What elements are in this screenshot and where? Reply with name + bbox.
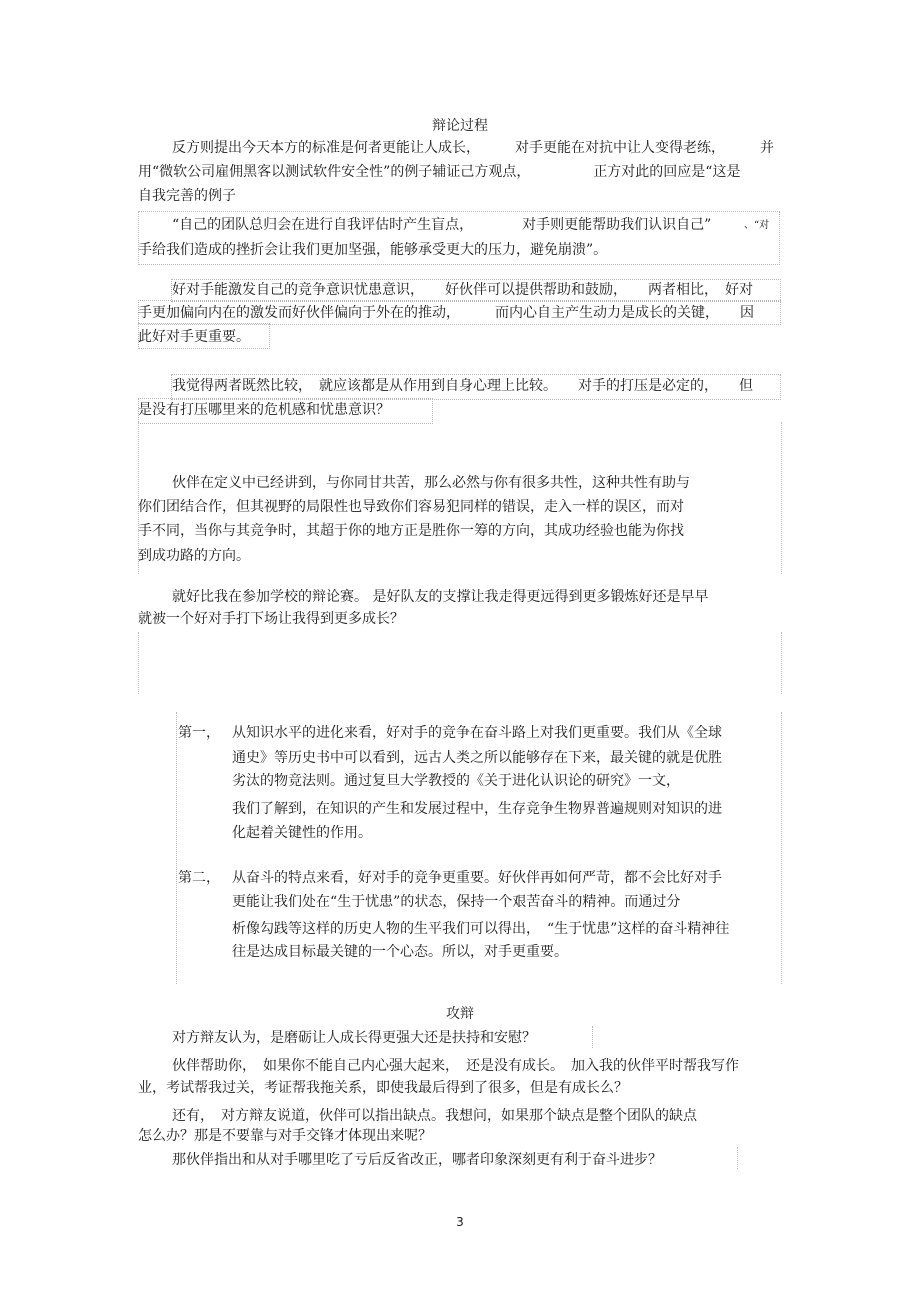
para1-line2: 用“微软公司雇佣黑客以测试软件安全性”的例子辅证己方观点， 正方对此的回应是“这是 (138, 164, 741, 180)
attack-para2-line2: 业，考试帮我过关，考证帮我拖关系，即使我最后得到了很多，但是有成长么？ (138, 1080, 628, 1096)
section-title-attack: 攻辩 (446, 1006, 474, 1022)
point1-line4: 我们了解到，在知识的产生和发展过程中，生存竞争生物界普遍规则对知识的进 (232, 801, 722, 817)
frame-points-left (176, 712, 177, 984)
point2-line1: 从奋斗的特点来看，好对手的竞争更重要。好伙伴再如何严苛，都不会比好对手 (232, 870, 722, 886)
attack-para4-line1: 那伙伴指出和从对手哪里吃了亏后反省改正，哪者印象深刻更有利于奋斗进步？ (172, 1152, 662, 1168)
point2-line3: 析像勾践等这样的历史人物的生平我们可以得出， “生于忧患”这样的奋斗精神往 (232, 921, 730, 937)
para5-line4: 到成功路的方向。 (138, 548, 250, 564)
frame-gap-left (138, 632, 139, 694)
para1-line3: 自我完善的例子 (138, 188, 236, 204)
point1-line2: 通史》等历史书中可以看到，远古人类之所以能够存在下来，最关键的就是优胜 (232, 750, 722, 766)
frame-points-right (781, 712, 782, 984)
para6-line2: 就被一个好对手打下场让我得到更多成长？ (138, 611, 404, 627)
point1-line1: 从知识水平的进化来看，好对手的竞争在奋斗路上对我们更重要。我们从《全球 (232, 725, 722, 741)
point1-line5: 化起着关键性的作用。 (232, 825, 372, 841)
para4-line1: 我觉得两者既然比较， 就应该都是从作用到自身心理上比较。 对手的打压是必定的， 但 (172, 378, 753, 394)
point2-line4: 往是达成目标最关键的一个心态。所以，对手更重要。 (232, 944, 568, 960)
para5-line1: 伙伴在定义中已经讲到，与你同甘共苦，那么必然与你有很多共性，这种共性有助与 (172, 475, 690, 491)
para5-line2: 你们团结合作，但其视野的局限性也导致你们容易犯同样的错误，走入一样的误区，而对 (138, 499, 684, 515)
frame-gap-right (781, 632, 782, 694)
attack-question-1: 对方辩友认为，是磨砺让人成长得更强大还是扶持和安慰？ (172, 1030, 536, 1046)
para2-line1: “自己的团队总归会在进行自我评估时产生盲点， 对手则更能帮助我们认识自己” (172, 217, 712, 233)
frame-attack-p4 (737, 1147, 738, 1169)
point1-label: 第一， (178, 725, 220, 741)
para4-line2: 是没有打压哪里来的危机感和忧患意识？ (138, 402, 390, 418)
para3-line2: 手更加偏向内在的激发而好伙伴偏向于外在的推动， 而内心自主产生动力是成长的关键， 因 (138, 305, 754, 321)
attack-para3-line2: 怎么办？那是不要靠与对手交锋才体现出来呢？ (138, 1128, 432, 1144)
attack-para3-line1: 还有， 对方辩友说道，伙伴可以指出缺点。我想问，如果那个缺点是整个团队的缺点 (172, 1108, 697, 1124)
para3-line3: 此好对手更重要。 (138, 329, 250, 345)
point2-line2: 更能让我们处在“生于忧患”的状态，保持一个艰苦奋斗的精神。而通过分 (232, 894, 681, 910)
para2-line1-tail: 、“对 (744, 220, 770, 231)
para3-line1: 好对手能激发自己的竞争意识忧患意识， 好伙伴可以提供帮助和鼓励， 两者相比， 好对 (172, 282, 753, 298)
para1-line1: 反方则提出今天本方的标准是何者更能让人成长， 对手更能在对抗中让人变得老练， 并 (172, 140, 774, 156)
point1-line3: 劣汰的物竞法则。通过复旦大学教授的《关于进化认识论的研究》一文， (232, 773, 680, 789)
para2-line2: 手给我们造成的挫折会让我们更加坚强，能够承受更大的压力，避免崩溃”。 (138, 242, 608, 258)
page-number: 3 (456, 1215, 464, 1229)
frame-attack-q1 (592, 1026, 593, 1048)
frame-para5-right (781, 422, 782, 574)
attack-para2-line1: 伙伴帮助你， 如果你不能自己内心强大起来， 还是没有成长。 加入我的伙伴平时帮我写作 (172, 1058, 739, 1074)
para6-line1: 就好比我在参加学校的辩论赛。 是好队友的支撑让我走得更远得到更多锻炼好还是早早 (172, 589, 709, 605)
section-title-debate-process: 辩论过程 (432, 118, 488, 134)
para5-line3: 手不同，当你与其竞争时，其超于你的地方正是胜你一筹的方向，其成功经验也能为你找 (138, 523, 684, 539)
point2-label: 第二， (178, 870, 220, 886)
